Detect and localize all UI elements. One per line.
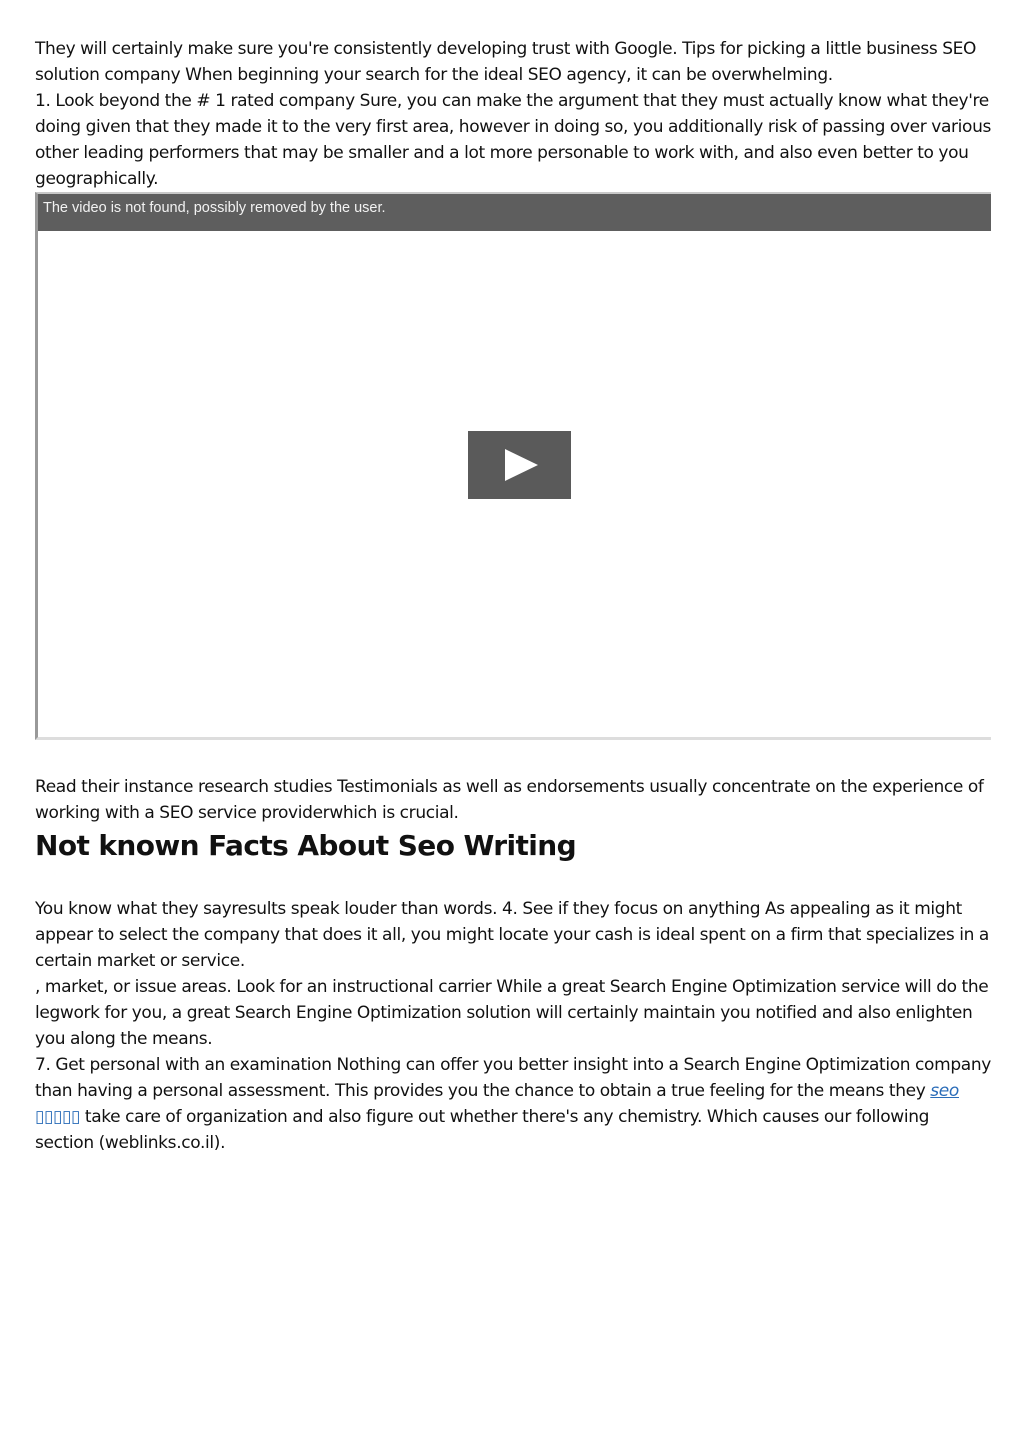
- paragraph-trust-google: They will certainly make sure you're consistently developing trust with Google. Tips for picking a little business SEO solution company When beginning your search for the ideal SEO agency, it can be overwhelming.: [35, 39, 977, 85]
- play-icon: [468, 431, 571, 499]
- video-error-message: The video is not found, possibly removed by the user.: [43, 200, 386, 216]
- paragraph-results: You know what they sayresults speak louder than words. 4. See if they focus on anything As appealing as it might appear to select the company that does it all, you might locate your cash is ideal spent on a firm that specializes in a certain market or service.: [35, 899, 989, 971]
- paragraph-case-studies: Read their instance research studies Testimonials as well as endorsements usually concentrate on the experience of working with a SEO service providerwhich is crucial.: [35, 777, 984, 823]
- paragraph-examination-text-start: 7. Get personal with an examination Nothing can offer you better insight into a Search Engine Optimization company than having a personal assessment. This provides you the chance to obtain a true feeling for the means they: [35, 1055, 991, 1101]
- paragraph-instructional-carrier: , market, or issue areas. Look for an instructional carrier While a great Search Engine Optimization service will do the legwork for you, a great Search Engine Optimization solution will certainly maintain you notified and also enlighten you along the means.: [35, 977, 989, 1049]
- video-error-bar: [38, 194, 991, 231]
- play-button[interactable]: [468, 431, 571, 499]
- paragraph-examination: [35, 1052, 991, 1156]
- document-page: [35, 36, 991, 1156]
- seo-link[interactable]: seo ▯▯▯▯▯: [35, 1081, 959, 1127]
- video-embed[interactable]: [35, 192, 991, 740]
- paragraph-look-beyond: 1. Look beyond the # 1 rated company Sure, you can make the argument that they must actually know what they're doing given that they made it to the very first area, however in doing so, you additionally risk of passing over various other leading performers that may be smaller and a lot more personable to work with, and also even better to you geographically.: [35, 91, 992, 189]
- paragraph-examination-text-end: take care of organization and also figure out whether there's any chemistry. Which causes our following section (weblinks.co.il).: [35, 1107, 930, 1153]
- section-heading: Not known Facts About Seo Writing: [35, 829, 577, 862]
